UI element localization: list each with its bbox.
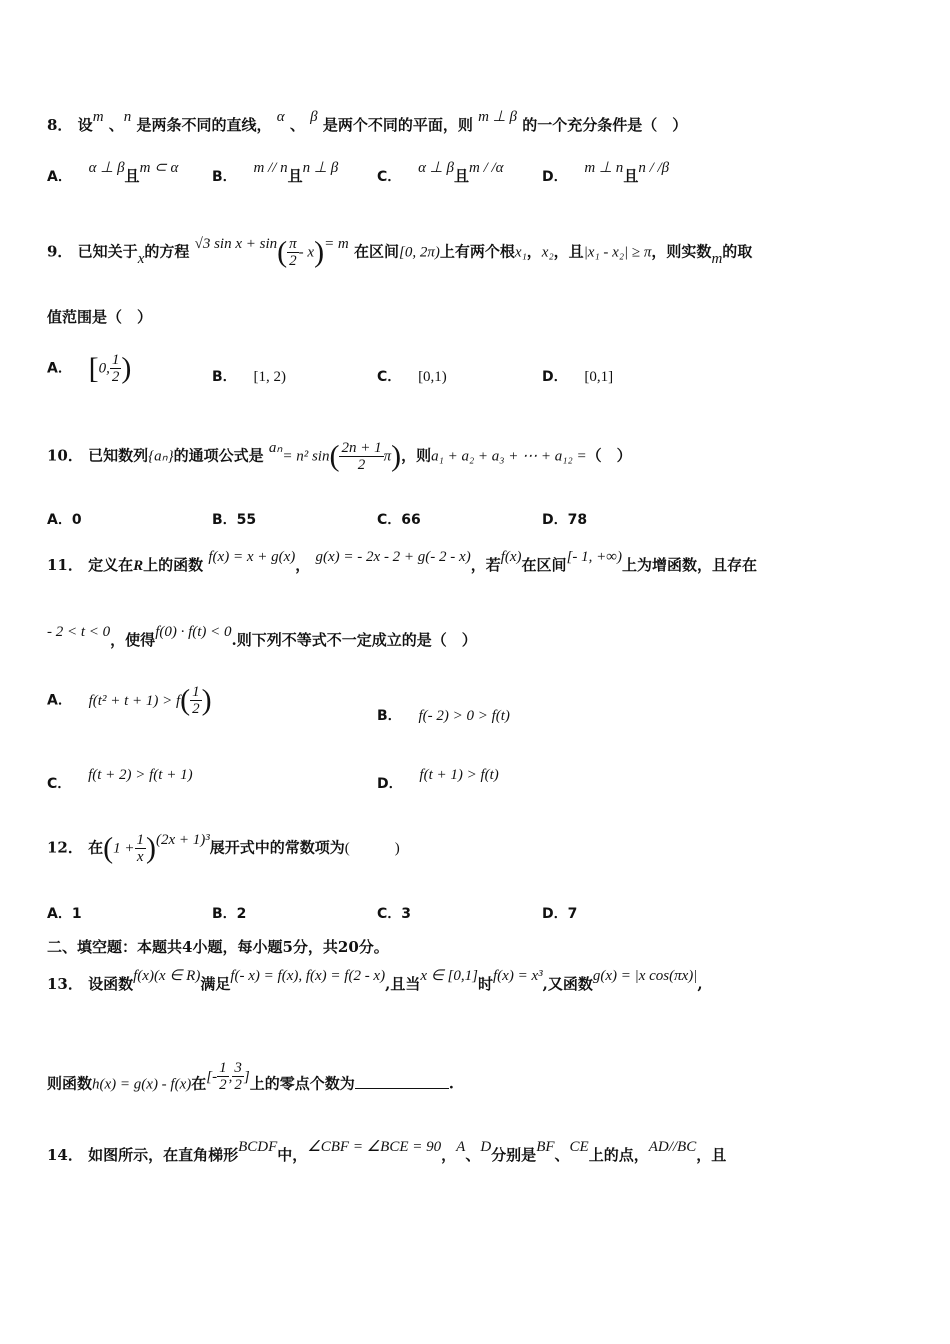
text: 、 bbox=[108, 116, 124, 134]
option-b bbox=[377, 703, 510, 728]
math: 0, bbox=[98, 360, 110, 377]
option-b bbox=[212, 160, 339, 189]
option-label: A． bbox=[47, 692, 72, 709]
text: 的方程 bbox=[144, 242, 190, 261]
fraction bbox=[339, 440, 383, 473]
numerator: 1 bbox=[219, 1060, 227, 1076]
option-value: 2 bbox=[236, 906, 247, 922]
text: ，若 bbox=[470, 556, 501, 574]
math: f(- 2) > 0 > f(t) bbox=[418, 708, 510, 724]
option-label: D． bbox=[542, 906, 568, 922]
option-a bbox=[47, 160, 179, 189]
math: x₁ bbox=[514, 244, 527, 261]
fraction bbox=[135, 832, 147, 865]
math: f(0) · f(t) < 0 bbox=[155, 624, 232, 640]
math: f(t + 2) > f(t + 1) bbox=[88, 767, 193, 783]
numerator: 1 bbox=[136, 832, 144, 848]
question-13 bbox=[47, 968, 910, 997]
math: BF bbox=[536, 1139, 555, 1155]
option-d bbox=[542, 507, 587, 532]
option-d bbox=[377, 767, 499, 796]
math: [0,1) bbox=[418, 369, 447, 385]
math: D bbox=[480, 1139, 492, 1155]
fraction bbox=[232, 1060, 244, 1093]
math: m ⊥ n bbox=[584, 160, 624, 176]
text: , bbox=[697, 975, 703, 993]
math: n bbox=[123, 109, 132, 125]
math: m ⊂ α bbox=[139, 160, 179, 176]
denominator: 2 bbox=[192, 701, 200, 717]
text: 且 bbox=[453, 167, 469, 185]
option-c bbox=[377, 364, 447, 389]
math: = m bbox=[324, 235, 349, 252]
option-label: C． bbox=[377, 906, 402, 922]
text: 定义在 bbox=[88, 556, 134, 574]
math: f(x) bbox=[500, 549, 522, 565]
option-label: A． bbox=[47, 512, 72, 528]
fraction bbox=[287, 236, 299, 269]
text: 是两条不同的直线， bbox=[136, 116, 272, 134]
text: ，使得 bbox=[110, 631, 156, 649]
math: n / /β bbox=[638, 160, 670, 176]
math: x bbox=[137, 250, 145, 267]
math: - 2 < t < 0 bbox=[47, 624, 111, 640]
option-value: 78 bbox=[567, 512, 588, 528]
math: [- 1, +∞) bbox=[566, 549, 622, 565]
text: 展开式中的常数项为 bbox=[209, 838, 345, 857]
option-b bbox=[212, 901, 246, 926]
option-value: 66 bbox=[401, 512, 421, 528]
text: 中， bbox=[277, 1146, 308, 1164]
math: [0, 2π) bbox=[399, 244, 440, 261]
question-number: 10． bbox=[47, 446, 83, 465]
option-value: 7 bbox=[567, 906, 578, 922]
question-number: 13． bbox=[47, 975, 83, 993]
text: ，且 bbox=[696, 1146, 727, 1164]
math: h(x) = g(x) - f(x) bbox=[92, 1076, 192, 1093]
option-value: 1 bbox=[71, 906, 82, 922]
numerator: 1 bbox=[111, 352, 120, 368]
option-label: C． bbox=[377, 169, 402, 185]
fraction bbox=[190, 684, 202, 717]
option-label: D． bbox=[542, 369, 568, 385]
text: 在 bbox=[191, 1074, 207, 1093]
math: - x bbox=[298, 244, 315, 261]
math: π bbox=[383, 448, 392, 465]
question-13-line-2: 则函数h(x) = g(x) - f(x)在[- $\frac{1}{2}$ , $\frac{3}{2}$ ]上的零点个数为 . bbox=[47, 1060, 454, 1093]
option-b bbox=[212, 507, 256, 532]
option-label: A． bbox=[47, 169, 72, 185]
math: f(t + 1) > f(t) bbox=[419, 767, 499, 783]
text: ，则实数 bbox=[651, 242, 712, 261]
option-d bbox=[542, 364, 613, 389]
text: 且 bbox=[623, 167, 639, 185]
math: f(x) = x³ bbox=[493, 968, 543, 984]
text: 已知关于 bbox=[77, 242, 138, 261]
option-d bbox=[542, 901, 577, 926]
numerator: 3 bbox=[234, 1060, 242, 1076]
math: x₂ bbox=[541, 244, 554, 261]
option-label: B． bbox=[212, 512, 237, 528]
option-label: B． bbox=[377, 708, 402, 724]
math: m / /α bbox=[469, 160, 504, 176]
text: ，且 bbox=[553, 242, 584, 261]
question-number: 11． bbox=[47, 556, 83, 574]
math: n ⊥ β bbox=[302, 160, 339, 176]
option-value: 0 bbox=[71, 512, 82, 528]
numerator: 1 bbox=[192, 684, 200, 700]
denominator: 2 bbox=[357, 457, 366, 473]
option-d bbox=[542, 160, 670, 189]
question-10: 10． 已知数列{aₙ}的通项公式是 aₙ= n² sin( $\frac{2n + 1}{2}$ π)，则a₁ + a₂ + a₃ + ⋯ + a₁₂ =（ ） bbox=[47, 439, 632, 473]
question-12: 12． 在(1 + $\frac{1}{x}$ )(2x + 1)³展开式中的常数项为( ) bbox=[47, 831, 400, 865]
text: 已知数列 bbox=[88, 446, 149, 465]
denominator: 2 bbox=[234, 1077, 242, 1093]
math: m ⊥ β bbox=[478, 109, 517, 125]
text: 则函数 bbox=[47, 1074, 93, 1093]
numerator: π bbox=[289, 236, 297, 252]
text: ， bbox=[526, 242, 542, 261]
text: （ ） bbox=[586, 446, 632, 465]
option-label: B． bbox=[212, 906, 237, 922]
option-a: A． f(t² + t + 1) > f( $\frac{1}{2}$ ) bbox=[47, 683, 212, 717]
option-label: C． bbox=[47, 776, 72, 792]
option-label: D． bbox=[542, 512, 568, 528]
text: 上为增函数，且存在 bbox=[621, 556, 757, 574]
text: 、 bbox=[289, 116, 305, 134]
question-14 bbox=[47, 1139, 910, 1168]
option-c bbox=[377, 507, 421, 532]
text: 如图所示，在直角梯形 bbox=[88, 1146, 239, 1164]
math: α bbox=[276, 109, 285, 125]
text: 上的点， bbox=[588, 1146, 649, 1164]
text: 上有两个根 bbox=[439, 242, 515, 261]
answer-blank[interactable] bbox=[355, 1074, 449, 1089]
math: g(x) = - 2x - 2 + g(- 2 - x) bbox=[315, 549, 471, 565]
text: 的通项公式是 bbox=[173, 446, 264, 465]
math: g(x) = |x cos(πx)| bbox=[592, 968, 698, 984]
option-a: A． [0, $\frac{1}{2}$ ) bbox=[47, 351, 132, 385]
option-c bbox=[377, 160, 504, 189]
option-label: C． bbox=[377, 369, 402, 385]
math: f(- x) = f(x), f(x) = f(2 - x) bbox=[230, 968, 386, 984]
denominator: 2 bbox=[289, 253, 297, 269]
math: [1, 2) bbox=[253, 369, 286, 385]
math: {aₙ} bbox=[148, 448, 174, 465]
text: 设函数 bbox=[88, 975, 134, 993]
option-b bbox=[212, 364, 286, 389]
question-9: 9． 已知关于x的方程 √3 sin x + sin( $\frac{\pi}{2}$ - x)= m 在区间[0, 2π)上有两个根x₁，x₂，且|x₁ - x₂| ≥ π，则实数m的取 bbox=[47, 235, 753, 269]
text: ， bbox=[295, 556, 311, 574]
math: aₙ bbox=[268, 439, 283, 456]
math: |x₁ - x₂| ≥ π bbox=[583, 244, 652, 261]
math: m bbox=[711, 250, 723, 267]
math: √3 sin x + sin bbox=[194, 235, 278, 252]
math: m // n bbox=[253, 160, 288, 176]
option-label: D． bbox=[377, 776, 403, 792]
math: [0,1] bbox=[584, 369, 614, 385]
option-label: B． bbox=[212, 169, 237, 185]
text: 在 bbox=[88, 838, 104, 857]
option-label: D． bbox=[542, 169, 568, 185]
option-value: 3 bbox=[401, 906, 412, 922]
text: 满足 bbox=[200, 975, 231, 993]
math: 1 + bbox=[113, 840, 135, 857]
option-a bbox=[47, 507, 82, 532]
section-heading: 二、填空题：本题共4小题，每小题5分，共20分。 bbox=[47, 938, 389, 956]
text: 值范围是（ ） bbox=[47, 308, 153, 326]
question-11-line-2 bbox=[47, 624, 910, 653]
math: x ∈ [0,1] bbox=[420, 968, 478, 984]
option-a bbox=[47, 901, 82, 926]
fraction bbox=[110, 352, 122, 385]
text: 且 bbox=[287, 167, 303, 185]
math: = n² sin bbox=[282, 448, 330, 465]
text: . bbox=[448, 1074, 454, 1093]
question-number: 8． bbox=[47, 116, 73, 134]
denominator: x bbox=[136, 849, 144, 865]
text: 上的函数 bbox=[143, 556, 204, 574]
math: BCDF bbox=[238, 1139, 278, 1155]
option-c bbox=[377, 901, 411, 926]
numerator: 2n + 1 bbox=[341, 440, 382, 456]
text: 设 bbox=[77, 116, 93, 134]
text: ， bbox=[441, 1146, 457, 1164]
text: ,且当 bbox=[385, 975, 421, 993]
question-9-line-2 bbox=[47, 305, 910, 329]
text: 、 bbox=[465, 1146, 481, 1164]
math: f(x) = x + g(x) bbox=[208, 549, 296, 565]
text: 、 bbox=[554, 1146, 570, 1164]
fraction bbox=[217, 1060, 229, 1093]
math: α ⊥ β bbox=[88, 160, 125, 176]
text: 分别是 bbox=[491, 1146, 537, 1164]
text: 上的零点个数为 bbox=[249, 1074, 355, 1093]
math: R bbox=[133, 558, 144, 574]
option-label: A． bbox=[47, 906, 72, 922]
option-c bbox=[47, 767, 193, 796]
math: A bbox=[456, 1139, 466, 1155]
text: 的取 bbox=[722, 242, 753, 261]
question-number: 14． bbox=[47, 1146, 83, 1164]
question-number: 9． bbox=[47, 242, 73, 261]
text: ，则 bbox=[401, 446, 432, 465]
text: ,又函数 bbox=[542, 975, 593, 993]
math: AD//BC bbox=[648, 1139, 697, 1155]
option-label: B． bbox=[212, 369, 237, 385]
text: .则下列不等式不一定成立的是（ ） bbox=[231, 631, 477, 649]
denominator: 2 bbox=[111, 369, 120, 385]
text: 时 bbox=[477, 975, 493, 993]
math: β bbox=[310, 109, 318, 125]
math: a₁ + a₂ + a₃ + ⋯ + a₁₂ = bbox=[431, 448, 587, 465]
denominator: 2 bbox=[219, 1077, 227, 1093]
question-number: 12． bbox=[47, 838, 83, 857]
math: ∠CBF = ∠BCE = 90 bbox=[307, 1139, 442, 1155]
math: CE bbox=[569, 1139, 589, 1155]
option-label: A． bbox=[47, 360, 72, 377]
math: α ⊥ β bbox=[418, 160, 454, 176]
math: f(x)(x ∈ R) bbox=[133, 968, 201, 984]
text: 在区间 bbox=[521, 556, 567, 574]
text: 是两个不同的平面，则 bbox=[322, 116, 473, 134]
section-title bbox=[47, 935, 910, 959]
text: 在区间 bbox=[354, 242, 400, 261]
text: 且 bbox=[124, 167, 140, 185]
math: (2x + 1)³ bbox=[156, 831, 210, 848]
answer-blank: ( ) bbox=[344, 840, 400, 857]
math: m bbox=[92, 109, 104, 125]
text: 的一个充分条件是（ ） bbox=[522, 116, 688, 134]
math: f(t² + t + 1) > f bbox=[88, 692, 181, 709]
question-8 bbox=[47, 109, 910, 138]
question-11 bbox=[47, 549, 910, 578]
option-label: C． bbox=[377, 512, 402, 528]
option-value: 55 bbox=[236, 512, 257, 528]
